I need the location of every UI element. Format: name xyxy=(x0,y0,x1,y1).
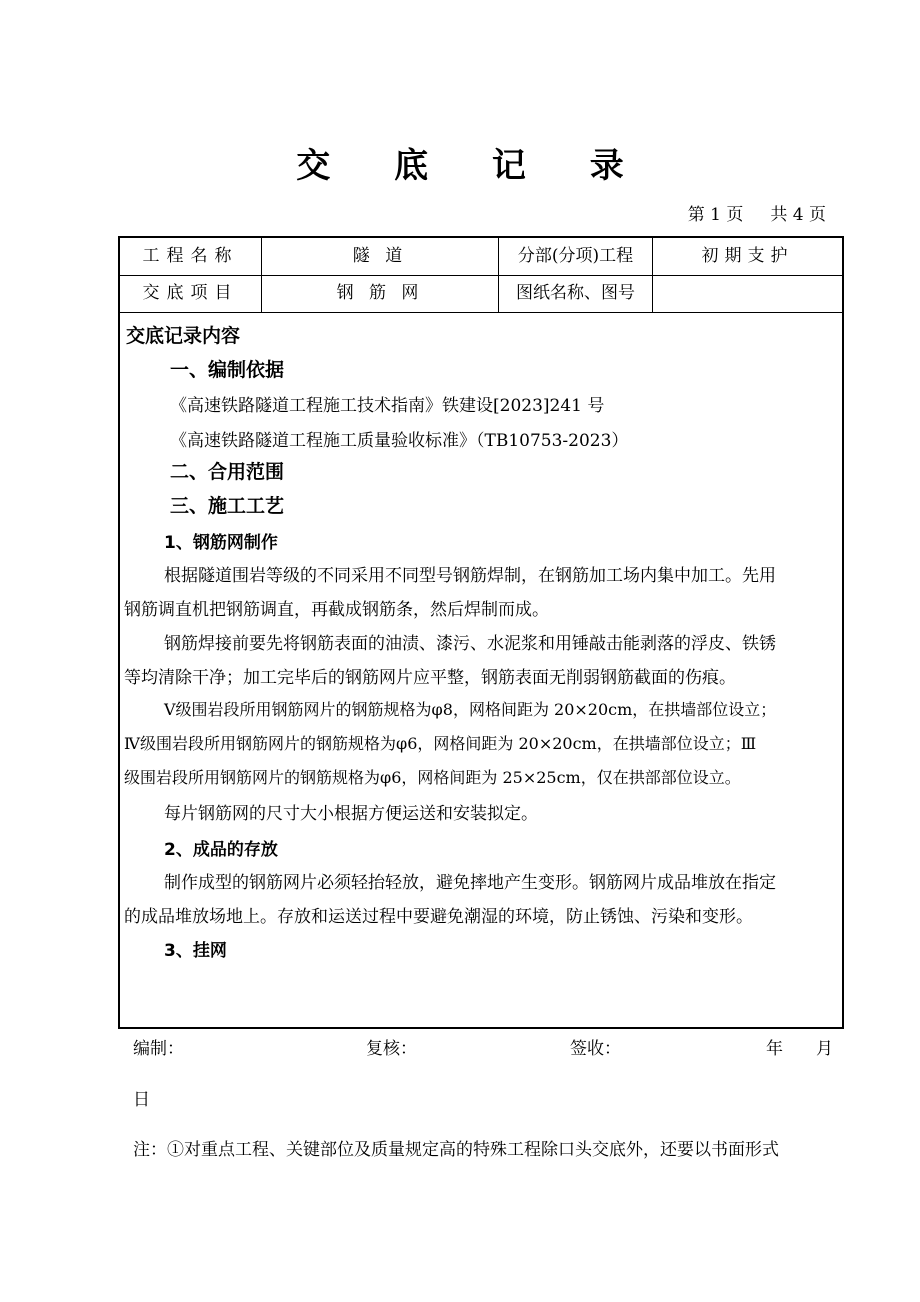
section-3-heading: 三、施工工艺 xyxy=(170,495,285,517)
paragraph-5-line-1: 制作成型的钢筋网片必须轻抬轻放，避免摔地产生变形。钢筋网片成品堆放在指定 xyxy=(164,873,776,893)
project-name-value: 隧 道 xyxy=(262,238,499,275)
year-label: 年 xyxy=(766,1039,783,1059)
paragraph-4: 每片钢筋网的尺寸大小根据方便运送和安装拟定。 xyxy=(164,804,538,824)
paragraph-2-line-2: 等均清除干净；加工完毕后的钢筋网片应平整，钢筋表面无削弱钢筋截面的伤痕。 xyxy=(124,668,736,688)
month-label: 月 xyxy=(816,1039,833,1059)
section-1-heading: 一、编制依据 xyxy=(170,359,285,381)
drawing-label: 图纸名称、图号 xyxy=(499,275,653,312)
paragraph-1-line-1: 根据隧道围岩等级的不同采用不同型号钢筋焊制，在钢筋加工场内集中加工。先用 xyxy=(164,566,776,586)
paragraph-3-line-1: Ⅴ级围岩段所用钢筋网片的钢筋规格为φ8，网格间距为 20×20cm，在拱墙部位设立； xyxy=(164,700,777,719)
paragraph-5-line-2: 的成品堆放场地上。存放和运送过程中要避免潮湿的环境，防止锈蚀、污染和变形。 xyxy=(124,907,753,927)
paragraph-3-line-2: Ⅳ级围岩段所用钢筋网片的钢筋规格为φ6，网格间距为 20×20cm，在拱墙部位设立；Ⅲ xyxy=(124,734,757,753)
reference-2: 《高速铁路隧道工程施工质量验收标准》（TB10753-2023） xyxy=(170,431,629,451)
received-by-label: 签收： xyxy=(570,1039,621,1059)
disclosure-item-label: 交底项目 xyxy=(120,275,262,312)
subsection-3-heading: 3、挂网 xyxy=(164,941,227,961)
section-2-heading: 二、合用范围 xyxy=(170,461,285,483)
reviewed-by-label: 复核： xyxy=(366,1039,417,1059)
paragraph-2-line-1: 钢筋焊接前要先将钢筋表面的油渍、漆污、水泥浆和用锤敲击能剥落的浮皮、铁锈 xyxy=(164,634,776,654)
content-heading: 交底记录内容 xyxy=(126,325,241,347)
paragraph-1-line-2: 钢筋调直机把钢筋调直，再截成钢筋条，然后焊制而成。 xyxy=(124,600,549,620)
record-table xyxy=(118,236,844,1029)
drawing-value xyxy=(653,275,842,312)
disclosure-item-value: 钢 筋 网 xyxy=(262,275,499,312)
project-name-label: 工程名称 xyxy=(120,238,262,275)
division-label: 分部(分项)工程 xyxy=(499,238,653,275)
footnote: 注：①对重点工程、关键部位及质量规定高的特殊工程除口头交底外，还要以书面形式 xyxy=(133,1140,779,1160)
document-title: 交 底 记 录 xyxy=(296,146,650,186)
header-row-2 xyxy=(120,275,842,313)
division-value: 初期支护 xyxy=(701,246,794,266)
reference-1: 《高速铁路隧道工程施工技术指南》铁建设[2023]241 号 xyxy=(170,396,605,416)
page-info: 第 1 页 共 4 页 xyxy=(687,205,826,225)
subsection-2-heading: 2、成品的存放 xyxy=(164,840,278,860)
subsection-1-heading: 1、钢筋网制作 xyxy=(164,533,278,553)
paragraph-3-line-3: 级围岩段所用钢筋网片的钢筋规格为φ6，网格间距为 25×25cm，仅在拱部部位设立。 xyxy=(124,768,741,787)
header-row-1 xyxy=(120,238,842,276)
day-label: 日 xyxy=(133,1090,150,1110)
prepared-by-label: 编制： xyxy=(133,1039,184,1059)
